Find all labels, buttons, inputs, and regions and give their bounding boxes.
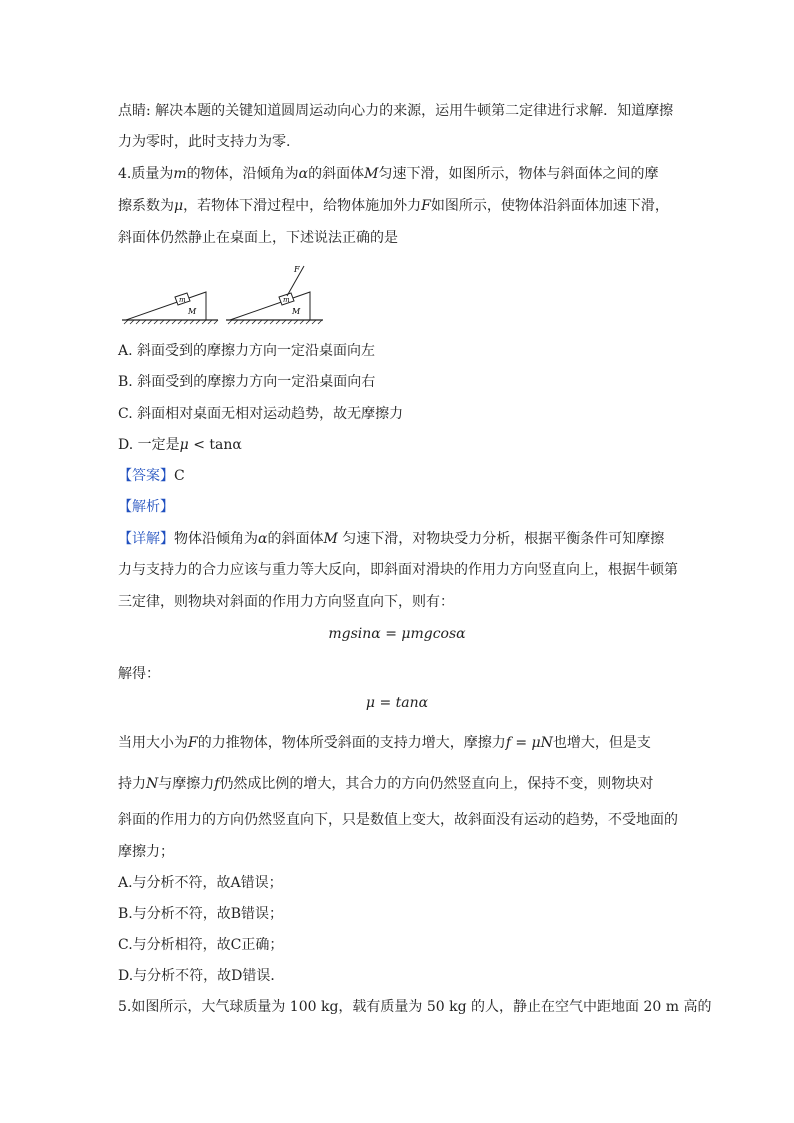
answer-value: C bbox=[174, 468, 185, 484]
detail-text: 持力 bbox=[118, 776, 146, 792]
q4-text: 匀速下滑，如图所示，物体与斜面体之间的摩 bbox=[378, 166, 659, 182]
equation-2: μ = tanα bbox=[365, 695, 429, 711]
incline-label: M bbox=[188, 307, 197, 316]
detail-line-6: 斜面的作用力的方向仍然竖直向下，只是数值上变大，故斜面没有运动的趋势，不受地面的 bbox=[118, 812, 678, 828]
mu-symbol: μ bbox=[179, 437, 189, 453]
detail-line-1 bbox=[118, 529, 664, 549]
q4-text: ，若物体下滑过程中，给物体施加外力 bbox=[183, 198, 422, 214]
result-a: A.与分析不符，故A错误； bbox=[118, 875, 283, 891]
question-4-line-2 bbox=[118, 196, 669, 216]
q4-text: 的斜面体 bbox=[308, 166, 365, 182]
detail-line-2: 力与支持力的合力应该与重力等大反向，即斜面对滑块的作用力方向竖直向上，根据牛顿第 bbox=[118, 562, 678, 578]
incline-figure bbox=[118, 260, 333, 328]
solve-label: 解得： bbox=[118, 666, 160, 682]
q4-text: 的物体，沿倾角为 bbox=[186, 166, 299, 182]
q4-text: 如图所示，使物体沿斜面体加速下滑， bbox=[430, 198, 669, 214]
tip-line-1: 点睛: 解决本题的关键知道圆周运动向心力的来源，运用牛顿第二定律进行求解．知道摩擦 bbox=[118, 103, 674, 119]
equation-1: mgsinα = μmgcosα bbox=[328, 626, 466, 642]
option-d bbox=[118, 435, 242, 455]
q4-text: 擦系数为 bbox=[118, 198, 174, 214]
detail-text: 也增大，但是支 bbox=[552, 735, 651, 751]
option-d-text: D. 一定是 bbox=[118, 437, 180, 453]
answer-line bbox=[118, 466, 185, 486]
question-5-line-1: 5.如图所示，大气球质量为 100 kg，载有质量为 50 kg 的人，静止在空气中距地面 20 m 高的 bbox=[118, 999, 712, 1015]
incline-mass-symbol: M bbox=[323, 531, 338, 547]
incline-label: M bbox=[292, 307, 301, 316]
q4-text: 4.质量为 bbox=[118, 166, 174, 182]
figure-right bbox=[226, 265, 323, 324]
detail-text: 与摩擦力 bbox=[158, 776, 215, 792]
detail-text: 当用大小为 bbox=[118, 735, 188, 751]
analysis-tag: 【解析】 bbox=[118, 499, 174, 515]
friction-formula: f = μN bbox=[505, 735, 553, 751]
friction-symbol: f bbox=[214, 776, 220, 792]
small-block-label: m bbox=[283, 296, 290, 304]
question-4-line-3: 斜面体仍然静止在桌面上，下述说法正确的是 bbox=[118, 230, 398, 246]
incline-mass-symbol: M bbox=[364, 166, 379, 182]
angle-symbol: α bbox=[258, 531, 268, 547]
detail-line-4 bbox=[118, 733, 651, 753]
tip-line-2: 力为零时，此时支持力为零. bbox=[118, 134, 291, 150]
detail-text: 匀速下滑，对物块受力分析，根据平衡条件可知摩擦 bbox=[337, 531, 665, 547]
detail-text: 仍然成比例的增大，其合力的方向仍然竖直向上，保持不变，则物块对 bbox=[219, 776, 654, 792]
normal-force-symbol: N bbox=[146, 776, 159, 792]
force-symbol: F bbox=[421, 198, 431, 214]
option-d-text: < tanα bbox=[188, 437, 242, 453]
detail-tag: 【详解】 bbox=[118, 531, 174, 547]
result-b: B.与分析不符，故B错误； bbox=[118, 906, 284, 922]
mu-symbol: μ bbox=[174, 198, 184, 214]
detail-text: 物体沿倾角为 bbox=[174, 531, 258, 547]
angle-symbol: α bbox=[298, 166, 309, 182]
answer-tag: 【答案】 bbox=[118, 468, 174, 484]
option-a: A. 斜面受到的摩擦力方向一定沿桌面向左 bbox=[118, 343, 376, 359]
result-d: D.与分析不符，故D错误． bbox=[118, 968, 285, 984]
option-b: B. 斜面受到的摩擦力方向一定沿桌面向右 bbox=[118, 374, 376, 390]
force-symbol: F bbox=[188, 735, 198, 751]
result-c: C.与分析相符，故C正确； bbox=[118, 937, 284, 953]
detail-line-7: 摩擦力； bbox=[118, 844, 174, 860]
detail-text: 的力推物体，物体所受斜面的支持力增大，摩擦力 bbox=[197, 735, 506, 751]
mass-symbol: m bbox=[173, 166, 187, 182]
detail-line-3: 三定律，则物块对斜面的作用力方向竖直向下，则有： bbox=[118, 594, 454, 610]
force-label: F bbox=[294, 265, 300, 274]
option-c: C. 斜面相对桌面无相对运动趋势，故无摩擦力 bbox=[118, 406, 404, 422]
detail-line-5 bbox=[118, 774, 653, 794]
small-block-label: m bbox=[179, 296, 186, 304]
figure-left bbox=[122, 292, 218, 324]
question-4-line-1 bbox=[118, 164, 658, 184]
detail-text: 的斜面体 bbox=[267, 531, 324, 547]
analysis-heading bbox=[118, 497, 174, 517]
